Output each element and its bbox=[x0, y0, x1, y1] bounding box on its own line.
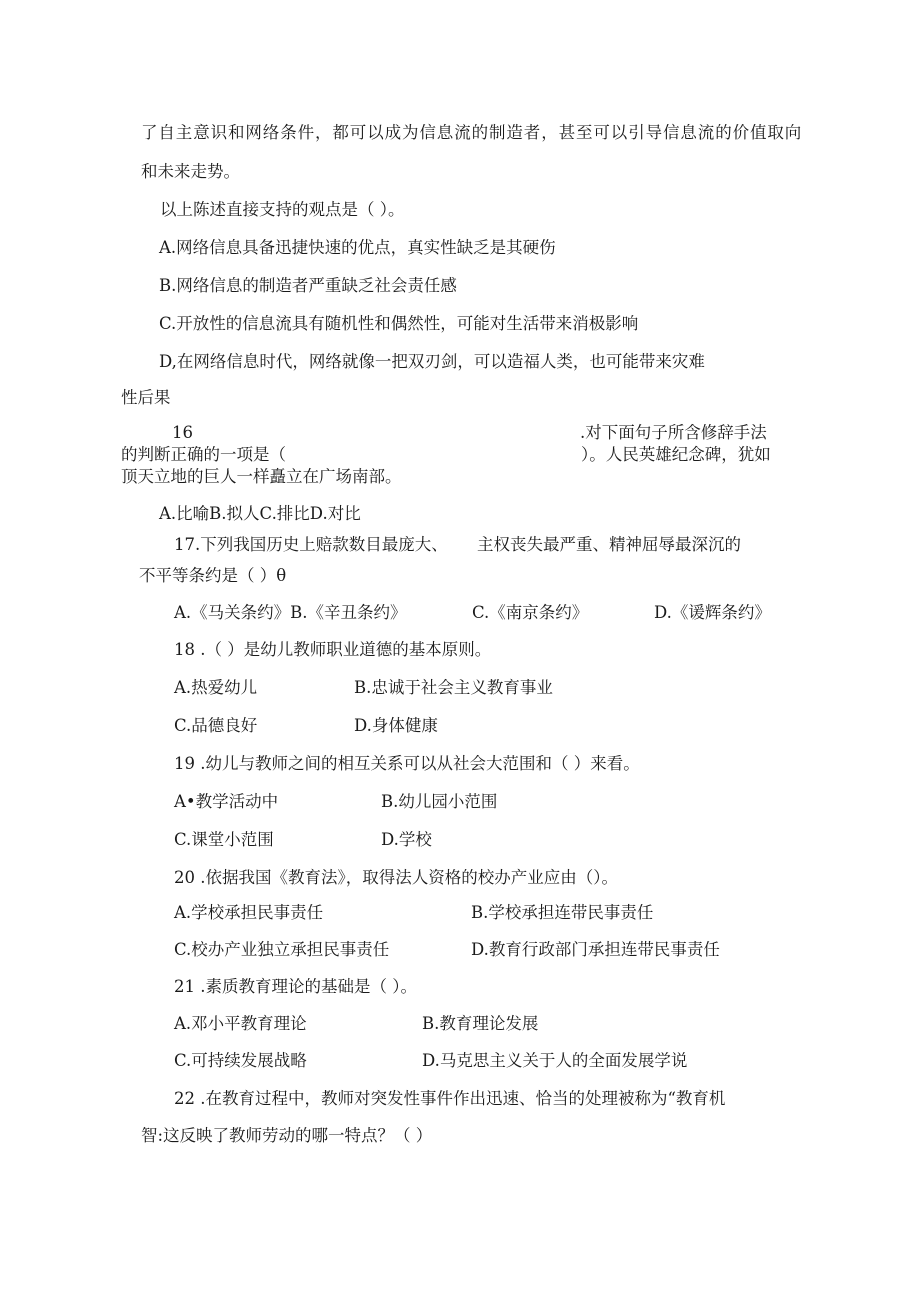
q19-option-a: A•教学活动中 bbox=[174, 792, 279, 811]
q18-option-a: A.热爱幼儿 bbox=[174, 678, 258, 697]
passage-line-1: 了自主意识和网络条件，都可以成为信息流的制造者，甚至可以引导信息流的价值取向 bbox=[141, 123, 803, 142]
q17-option-c: C.《南京条约》 bbox=[472, 603, 589, 622]
q17-options-ab: A.《马关条约》B.《辛丑条约》 bbox=[174, 603, 407, 622]
q20-option-a: A.学校承担民事责任 bbox=[174, 903, 324, 922]
q16-sentence: 顶天立地的巨人一样矗立在广场南部。 bbox=[121, 467, 402, 486]
q21-option-b: B.教育理论发展 bbox=[422, 1014, 539, 1033]
q16-stem-left: 的判断正确的一项是（ bbox=[121, 445, 286, 464]
q19-option-b: B.幼儿园小范围 bbox=[381, 792, 498, 811]
q15-option-c: C.开放性的信息流具有随机性和偶然性，可能对生活带来消极影响 bbox=[159, 314, 639, 333]
q20-option-d: D.教育行政部门承担连带民事责任 bbox=[471, 940, 720, 959]
q22-stem-line2: 智:这反映了教师劳动的哪一特点？（ ） bbox=[141, 1126, 433, 1145]
q16-options: A.比喻B.拟人C.排比D.对比 bbox=[159, 504, 361, 523]
passage-line-2: 和未来走势。 bbox=[141, 162, 240, 181]
q18-option-d: D.身体健康 bbox=[354, 716, 438, 735]
q20-stem: 20 .依据我国《教育法》，取得法人资格的校办产业应由（）。 bbox=[174, 868, 618, 887]
q17-stem-part2: 主权丧失最严重、精神屈辱最深沉的 bbox=[477, 535, 741, 554]
q17-option-d: D.《谖辉条约》 bbox=[654, 603, 771, 622]
q16-intro: .对下面句子所含修辞手法 bbox=[580, 423, 767, 442]
q21-stem: 21 .素质教育理论的基础是（ ）。 bbox=[174, 977, 417, 996]
q15-option-d-continuation: 性后果 bbox=[121, 388, 171, 407]
q16-number: 16 bbox=[172, 423, 193, 442]
q21-option-a: A.邓小平教育理论 bbox=[174, 1014, 307, 1033]
q21-option-d: D.马克思主义关于人的全面发展学说 bbox=[422, 1051, 688, 1070]
q20-option-b: B.学校承担连带民事责任 bbox=[471, 903, 654, 922]
q19-option-d: D.学校 bbox=[381, 830, 432, 849]
q18-stem: 18 .（ ）是幼儿教师职业道德的基本原则。 bbox=[174, 640, 492, 659]
q16-stem-right: ）。人民英雄纪念碑，犹如 bbox=[581, 445, 771, 464]
q15-stem: 以上陈述直接支持的观点是（ ）。 bbox=[160, 200, 405, 219]
q18-option-b: B.忠诚于社会主义教育事业 bbox=[354, 678, 553, 697]
q15-option-d: D,在网络信息时代，网络就像一把双刃剑，可以造福人类，也可能带来灾难 bbox=[159, 352, 705, 371]
q19-option-c: C.课堂小范围 bbox=[174, 830, 274, 849]
q15-option-a: A.网络信息具备迅捷快速的优点，真实性缺乏是其硬伤 bbox=[159, 238, 556, 257]
q17-stem-part1: 17.下列我国历史上赔款数目最庞大、 bbox=[174, 535, 448, 554]
q17-stem-line2: 不平等条约是（ ）θ bbox=[139, 566, 287, 585]
q19-stem: 19 .幼儿与教师之间的相互关系可以从社会大范围和（ ）来看。 bbox=[174, 754, 640, 773]
q21-option-c: C.可持续发展战略 bbox=[174, 1051, 307, 1070]
q18-option-c: C.品德良好 bbox=[174, 716, 258, 735]
q22-stem: 22 .在教育过程中，教师对突发性事件作出迅速、恰当的处理被称为“教育机 bbox=[174, 1089, 726, 1108]
q15-option-b: B.网络信息的制造者严重缺乏社会责任感 bbox=[159, 276, 457, 295]
q20-option-c: C.校办产业独立承担民事责任 bbox=[174, 940, 390, 959]
